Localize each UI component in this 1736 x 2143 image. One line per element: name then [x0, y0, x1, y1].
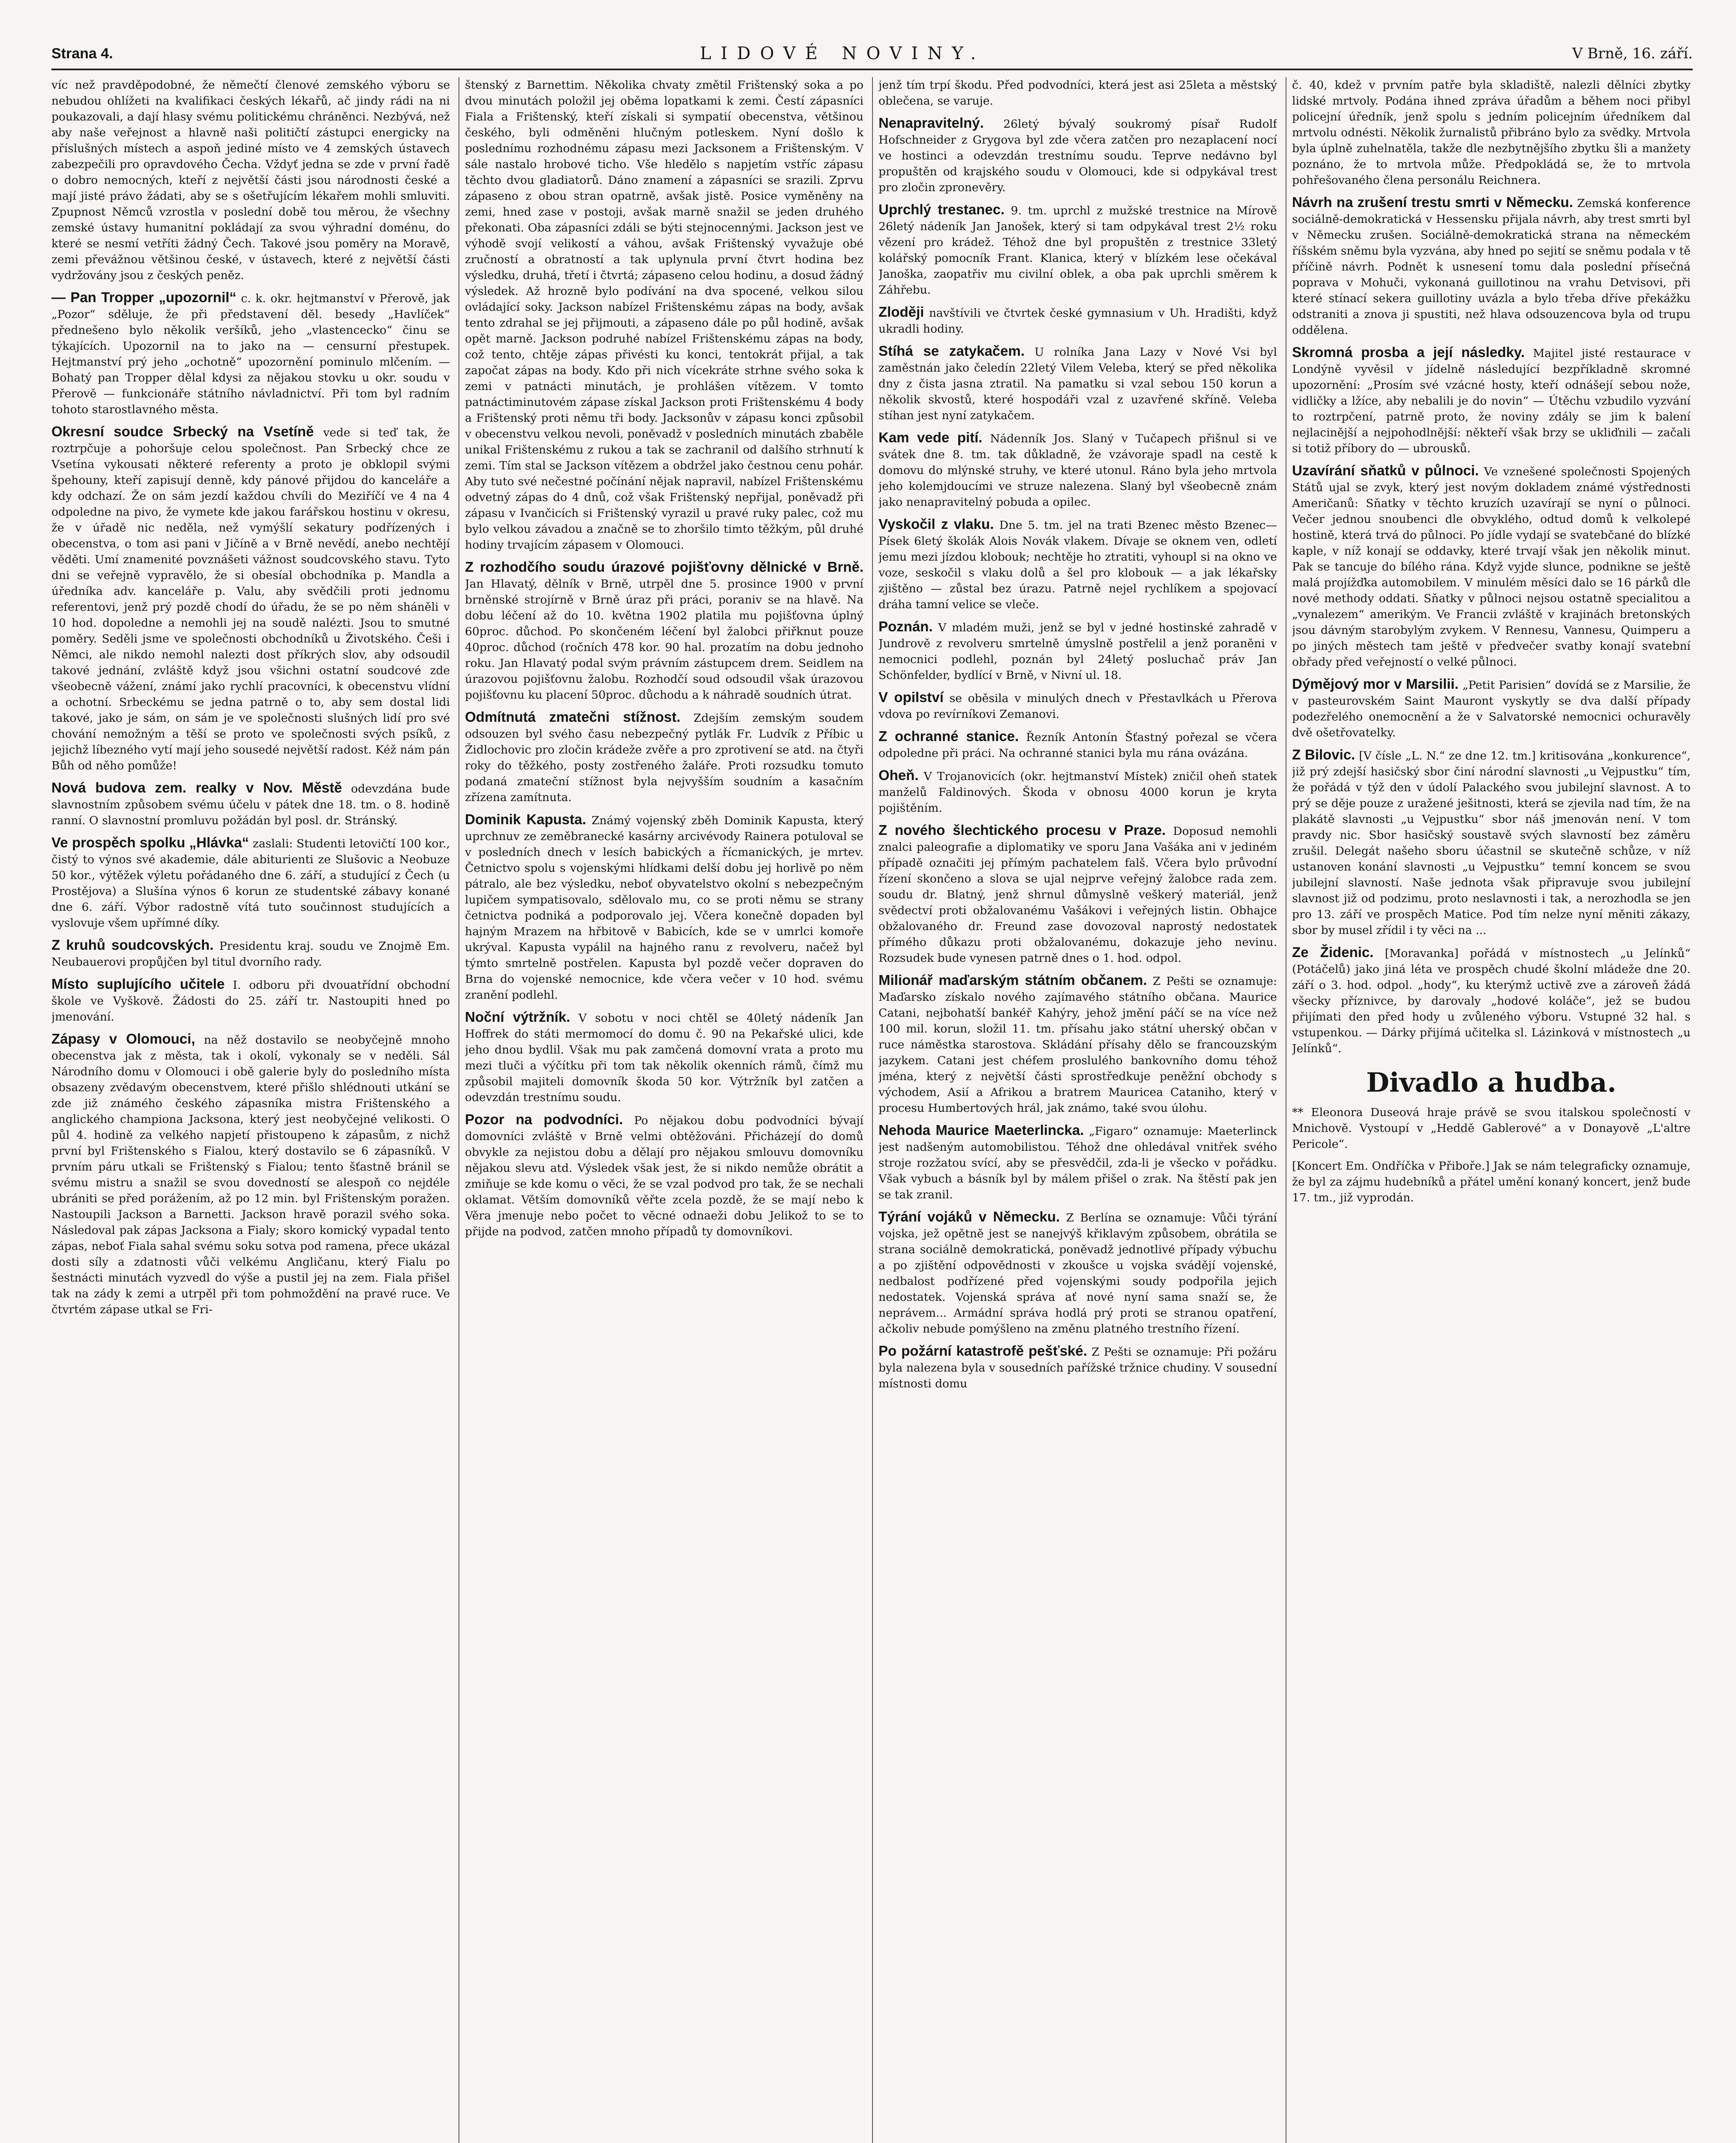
- article-text: Ve vznešené společnosti Spojených Států ujal se zvyk, který jest novým dokladem známé výstřednosti Američanů: Sňatky v těchto kruzích uzavírají se nyní o půlnoci. Večer jednou snoubenci dle obvyklého, odtud domů k velkolepé hostině, která trvá do půlnoci. Po jídle vydají se svatebčané do blízké kaple, v níž konají se oddavky, které trvají však jen několik minut. Pak se tancuje do bílého rána. Když vyjde slunce, podnikne se ještě malá projížďka automobilem. V minulém měsíci dalo se 16 párků dle nové methody oddati. Sňatky v půlnoci nejsou ostatně specialitou a „vynalezem“ amerikým. Ve Francii zvláště v krajinách bretonských jsou dávným starobylým zvykem. V Rennesu, Vannesu, Quimperu a po jiných městech tam ještě v předvečer svatby konají svatební obřady před veřejností o velké půlnoci.: [1292, 465, 1691, 669]
- article-text: V Trojanovicích (okr. hejtmanství Místek) zničil oheň statek manželů Faldinových. Škoda v obnosu 4000 korun je kryta pojištěním.: [878, 770, 1277, 815]
- issue-date: V Brně, 16. září.: [1572, 45, 1693, 62]
- article-text: na něž dostavilo se neobyčejně mnoho obecenstva jak z města, tak i okolí, vykonaly se v neděli. Sál Národního domu v Olomouci i obě galerie byly do posledního místa obsazeny zvědavým obecenstvem, které přišlo shlédnouti utkání se zde již známého českého zápasníka mistra Frištenského a anglického championa Jacksona, který jest neobyčejné velikosti. O půl 4. hodině za velkého napjetí přistoupeno k zápasům, z nichž první byl Frištenského s Fialou, který dostavilo se 6 zápasníků. V prvním páru utkali se Frištenský s Fialou; tento šťastně bránil se svému mistru a snažil se svou dovedností se alespoň co nejdéle ubrániti se před porážením, až po 12 min. byl Frištenským poražen. Nastoupili Jackson a Barnetti. Jackson hravě porazil svého soka. Následoval pak zápas Jacksona a Fialy; skoro komický vypadal tento zápas, neboť Fiala sahal svému soku sotva pod ramena, přece ukázal dosti síly a zdatnosti vůči velkému Angličanu, který Fialu po šestnácti minutách vyzvedl do výše a pustil jej na zem. Fiala přišel tak na zády k zemi a utrpěl při tom pohmoždění na pravé ruce. Ve čtvrtém zápase utkal se Fri-: [51, 1033, 450, 1316]
- article: [1292, 344, 1691, 456]
- article-headline: Oheň.: [878, 767, 919, 783]
- article-headline: Týrání vojáků v Německu.: [878, 1209, 1060, 1225]
- article-headline: Odmítnutá zmatečni stížnost.: [465, 709, 681, 725]
- article: [878, 618, 1277, 683]
- article: [878, 429, 1277, 510]
- article: [51, 834, 450, 931]
- article: [1292, 747, 1691, 938]
- article: [51, 77, 450, 283]
- article-text: [Moravanka] pořádá v místnostech „u Jelínků“ (Potáčelů) jako jiná léta ve prospěch chudé školní mládeže dne 20. září o 3. hod. odpol. „hody“, ku kterýmž uctivě zve a zároveň žádá všecky příznivce, by darovaly „hodové koláče“, jež se budou přijímati den před hody u zvůleného výboru. Vstupné 32 hal. s vstupenkou. — Dárky přijímá učitelka sl. Lázinková v místnostech „u Jelínků“.: [1292, 947, 1691, 1055]
- article: [465, 1111, 864, 1240]
- article-text: Dne 5. tm. jel na trati Bzenec město Bzenec—Písek 6letý školák Alois Novák vlakem. Dívaje se oknem ven, odletí jemu mezi jízdou klobouk; nechtěje ho ztratiti, vyhoupl si na okno ve voze, seskočil s vlaku dolů a šel pro klobouk — a jak lékařsky zjištěno — zůstal bez úrazu. Patrně nejel rychlíkem a spojovací dráha tamní velice se vleče.: [878, 519, 1277, 611]
- article: [1292, 1105, 1691, 1152]
- article-text: Zemská konference sociálně-demokratická v Hessensku přijala návrh, aby trest smrti byl v Německu zrušen. Sociálně-demokratická strana na německém říšském sněmu byla vyzvána, aby hned po sejití se sněmu podala v tě příčině návrh. Podnět k usnesení tomu dala poslední přísečná poprava v Mohuči, vykonaná guillotinou na vrahu Detvisovi, při které stínací sekera guillotiny uvázla a bylo třeba dříve překážku odstraniti a znova ji spustiti, než hlava odsouzencova byla od trupu oddělena.: [1292, 197, 1691, 337]
- article-text: Zdejším zemským soudem odsouzen byl svého času nebezpečný pytlák Fr. Ludvík z Příbic u Židlochovic pro zločin krádeže zvěře a pro zprotivení se atd. na čtyři roky do těžkého, posty zostřeného žaláře. Proti rozsudku tomuto podaná zmateční stížnost byla nejvyšším soudním a kasačním zřízena zamítnuta.: [465, 711, 864, 804]
- article-headline: Zloději: [878, 304, 924, 320]
- article: [1292, 676, 1691, 741]
- article-headline: Z Bilovic.: [1292, 747, 1355, 762]
- article-headline: Nová budova zem. realky v Nov. Městě: [51, 780, 342, 795]
- article-headline: Dominik Kapusta.: [465, 811, 586, 827]
- article-text: Nádenník Jos. Slaný v Tučapech přišnul si ve svátek dne 8. tm. tak důkladně, že vzávoraje spadl na cestě k domovu do mlýnské struhy, ve které utonul. Ráno byla jeho mrtvola jeho kolemjdoucími ve struze nalezena. Slaný byl všeobecně znám jako nenapravitelný pobuda a opilec.: [878, 432, 1277, 509]
- article-headline: Pozor na podvodníci.: [465, 1111, 623, 1127]
- article-headline: Dýmějový mor v Marsilii.: [1292, 676, 1459, 692]
- article-headline: Z rozhodčího soudu úrazové pojišťovny dělnické v Brně.: [465, 559, 864, 575]
- article: [465, 811, 864, 1003]
- article-text: Řezník Antonín Šťastný pořezal se včera odpoledne při práci. Na ochranné stanici byla mu rána ovázána.: [878, 731, 1277, 760]
- columns: [51, 77, 1693, 2143]
- article: [1292, 462, 1691, 670]
- article: [878, 1122, 1277, 1203]
- article: [1292, 1158, 1691, 1206]
- article: [465, 77, 864, 553]
- article-headline: Poznán.: [878, 618, 933, 634]
- column-rule: [872, 77, 873, 2143]
- article-headline: Noční výtržník.: [465, 1009, 570, 1025]
- article: [878, 972, 1277, 1116]
- article-text: Po nějakou dobu podvodníci bývají domovníci zvláště v Brně velmi obtěžováni. Přicházejí do domů obvykle za nejistou dobu a dělají pro nějakou smlouvu domovníku nějakou slevu atd. Výsledek však jest, že si nikdo nemůže obrátit a zmiňuje se kde komu o věci, že se vzal podvod pro tak, že se nechali oklamat. Větším domovníků věřte zcela pozdě, že se mají nebo k Věra jmenuje nebo počet to věcné odnaeži dobu Jelikož to se to přijde na podvod, zatčen mnoho případů ty domovníkovi.: [465, 1114, 864, 1238]
- column-1: [51, 77, 450, 2143]
- article-text: se oběsila v minulých dnech v Přestavlkách u Přerova vdova po revírníkovi Zemanovi.: [878, 692, 1277, 721]
- article: [878, 689, 1277, 722]
- article: [51, 976, 450, 1025]
- article-text: vede si teď tak, že roztrpčuje a pohoršuje celou společnost. Pan Srbecký chce ze Vsetína vykousati některé referenty a proto je obklopil svými špehouny, kteří zapisují denně, kdy pánové přijdou do kanceláře a kdy odchazí. Že on sám jezdí každou chvíli do Meziříčí ve 4 na 4 odpoledne na pivo, že vymete kde jakou farářskou hostinu v okresu, že v úřadě nic neděla, než vymýšlí sekatury podřízených i obecenstva, o tom asi pani v Jičíně a v Brně nevědí, anebo nechtějí věděti. Umí znamenité povznášeti vážnost soudcovského stavu. Tyto dni se veřejně vypravělo, že si obesíal obchodníka p. Mandla a úředníka adv. kanceláře p. Valu, aby svědčili proti jednomu referentovi, jenž prý pozdě chodí do úřadu, že se po něm sháněli v 10 hod. dopoledne a nemohli jej na soudě nalézti. Jsou to smutné poměry. Seděli jsme ve společnosti obchodníků u Životského. Češi i Němci, ale nikdo nemohl nalezti dost příkrých slov, aby odsoudil takové jednání, zvláště když jsou všichni ostatní soudcové zde všeobecně vážení, známí jako rychlí pracovníci, k obecenstvu vlídní a ochotní. Srbeckému se jedna patrně o to, aby sem dostal lidi takové, jako je sám, on sám je ve společnosti slušných lidí pro své chování nemožným a těší se proto ve společnosti svých psíků, z jejichž líbezného vytí mají jeho sousedé největší radost. Kéž nám pán Bůh od něho pomůže!: [51, 426, 450, 772]
- masthead: LIDOVÉ NOVINY.: [700, 44, 986, 63]
- article-text: U rolníka Jana Lazy v Nové Vsi byl zaměstnán jako čeledín 22letý Vilem Veleba, který se před několika dny z čista jasna ztratil. Na pamatku si vzal sebou 150 korun a několik skvostů, které hospodáři vzal z uzavřené skříně. Veleba stíhan jest nyní zatykačem.: [878, 345, 1277, 422]
- article: [878, 1343, 1277, 1392]
- article-headline: — Pan Tropper „upozornil“: [51, 289, 237, 305]
- article-text: Jan Hlavatý, dělník v Brně, utrpěl dne 5. prosince 1900 v první brněnské strojírně v Brně úraz při práci, poraniv se na hlavě. Na dobu léčení až do 10. května 1902 platila mu pojišťovna úplný 60proc. důchod. Po skončeném léčení byl žalobci přiřknut pouze 40proc. důchod (ročních 478 kor. 90 hal. prozatím na dobu jednoho roku. Jan Hlavatý podal svým právním zástupcem drem. Seidlem na úrazovou pojišťovnu žalobu. Rozhodčí soud odsoudil však úrazovou pojišťovnu ku placení 50proc. důchodu a k náhradě soudních útrat.: [465, 577, 864, 702]
- article-text: navštívili ve čtvrtek české gymnasium v Uh. Hradišti, když ukradli hodiny.: [878, 306, 1277, 336]
- article: [465, 1009, 864, 1105]
- article-headline: Milionář maďarským státním občanem.: [878, 972, 1147, 988]
- article-headline: Ze Židenic.: [1292, 944, 1374, 960]
- article-text: Doposud nemohli znalci paleografie a diplomatiky ve sporu Jana Vašáka ani v jediném případě označiti jej přímým pachatelem falš. Včera bylo průvodní řízení skončeno a slova se ujal nejprve veřejný žalobce rada zem. soudu dr. Blatný, jenž shrnul důmyslně veškerý materiál, jenž svědectví proti obžalovanému Vašákovi i veřejných listin. Obhajce obžalovaného dr. Freund zase dovozoval naprostý nedostatek přímého důkazu proti obžalovanému, dokazuje jeho nevinu. Rozsudek bude vynesen patrně dnes o 1. hod. odpol.: [878, 825, 1277, 965]
- article-headline: Návrh na zrušení trestu smrti v Německu.: [1292, 194, 1573, 210]
- article: [878, 516, 1277, 612]
- article-headline: Uprchlý trestanec.: [878, 201, 1005, 217]
- article: [51, 289, 450, 417]
- article-headline: Okresní soudce Srbecký na Vsetíně: [51, 423, 314, 439]
- article: [878, 77, 1277, 109]
- article-text: I. odboru při dvouatřídní obchodní škole ve Vyškově. Žádosti do 25. září tr. Nastoupiti hned po jmenování.: [51, 978, 450, 1023]
- article-text: 9. tm. uprchl z mužské trestnice na Mírově 26letý nádeník Jan Janošek, který si tam odpykával trest 2½ roku vězení pro krádež. Téhož dne byl propuštěn z trestnice 33letý kolářský pomocník Frant. Klanica, který v blízkém lese očekával Janoška, zaopatřiv mu civilní oblek, a oba pak uprchli směrem k Záhřebu.: [878, 204, 1277, 297]
- article-text: Z Pešti se oznamuje: Maďarsko získalo nového zajímavého státního občana. Maurice Catani, nejbohatší bankéř Kahýry, jehož jmění páčí se na více než 100 mil. korun, složil 11. tm. přísahu jako státní uherský občan v ruce náměstka starostova. Skládání přísahy dělo se francouzským jazykem. Catani jest chéfem proslulého bankovního domu téhož jména, který z největší části sprostředkuje peněžní obchody s východem, Asií a Afrikou a bratrem Mauricea Cataniho, který v procesu Humbertových hrál, jak známo, také svou úlohu.: [878, 975, 1277, 1115]
- article: [878, 1209, 1277, 1337]
- article-text: „Figaro“ oznamuje: Maeterlinck jest nadšeným automobilistou. Téhož dne ohledával vnitřek svého stroje rozžatou svící, aby se přesvědčil, zda-li je všecko v pořádku. Však vybuch a básník byl by málem přišel o zrak. Na štěstí pak jen se tak zranil.: [878, 1125, 1277, 1201]
- article-headline: Stíhá se zatykačem.: [878, 343, 1025, 359]
- article-headline: Vyskočil z vlaku.: [878, 516, 994, 532]
- article-headline: Místo suplujícího učitele: [51, 976, 225, 992]
- article: [465, 559, 864, 703]
- article: [465, 709, 864, 805]
- article-text: V mladém muži, jenž se byl v jedné hostinské zahradě v Jundrově z revolveru smrtelně úmyslně postřelil a jenž poraněni v nemocnici podlehl, poznán byl 24letý posluchač práv Jan Schönfelder, bydlící v Brně, v Nivní ul. 18.: [878, 621, 1277, 682]
- column-2: [465, 77, 864, 2143]
- article: [51, 423, 450, 774]
- article-text: víc než pravděpodobné, že němečtí členové zemského výboru se nebudou ohlížeti na kvalifikaci českých lékařů, ač jindy rádi na ni poukazovali, a dají hlasy svému politickému chráněnci. Nezbývá, než aby naše veřejnost a hlavně naši političtí zástupci energicky na příslušných místech a aspoň jediné místo ve 4 zemských ústavech zabezpečili pro opravdového Čecha. Vždyť jedna se zde v první řadě o dobro nemocných, kteří z největší části jsou národnosti české a mají jisté právo žádati, aby se s ošetřujícím lékařem mohli smluviti. Zpupnost Němců vzrostla v poslední době tou měrou, že všechny zemské ústavy humanitní pokládají za svou výhradní doménu, do které se nesmí vetříti žádný Čech. Takové jsou poměry na Moravě, zemi převážnou většinou české, v ústavech, které z největší části vydržovány jsou z českých peněz.: [51, 78, 450, 282]
- article-text: Známý vojenský zběh Dominik Kapusta, který uprchnuv ze zeměbranecké kasárny arcivévody Rainera potuloval se v posledních dnech v lesích babických a řícmanických, je mrtev. Četnictvo spolu s vojenskými hlídkami delší dobu jej horlivě po něm pátralo, ale bez výsledku, neboť obyvatelstvo okolní s nebezpečným lupičem sympatisovalo, sdělovalo mu, co se proti němu se strany četnictva podniká a podporovalo jej. Včera konečně dopaden byl hajným Mrazem na hřbitově v Babicích, kde se v umrlci komoře ukrýval. Kapusta vypálil na hajného ranu z revolveru, načež byl týmto smrtelně postřelen. Kapusta byl pozdě večer dopraven do Brna do vojenské nemocnice, kde včera večer v 10 hod. svému zranění podlehl.: [465, 814, 864, 1002]
- page-number: Strana 4.: [51, 45, 113, 62]
- article: [51, 1031, 450, 1318]
- article-text: štenský z Barnettim. Několika chvaty změtil Frištenský soka a po dvou minutách položil jej oběma lopatkami k zemi. Čestí zápasníci Fiala a Frištenský, kteří získali si sympatií obecenstva, většinou českého, byli odměněni hlučným potleskem. Nyní došlo k poslednímu rozhodnému zápasu mezi Jacksonem a Frištenským. V sále nastalo hrobové ticho. Vše hledělo s napjetím vstříc zápasu těchto dvou gladiatorů. Dáno znamení a zápasníci se srazili. Zprvu zápaseno z obou stran opatrně, avšak jistě. Posice vyměněny na zemi, hned zase v postoji, avšak marně snažil se jeden druhého překonati. Oba zápasníci zdáli se býti stejnocennými. Jackson jest ve výhodě svojí velikostí a váhou, avšak Frištenský vyvažuje obé zručností a obratností a tak uplynula první čtvrt hodina bez výsledku, druhá, třetí i čtvrtá; zápaseno celou hodinu, a dosud žádný výsledek. Až hrozně bylo podívání na dva spocené, velkou silou ovládající soky. Jackson nabízel Frištenskému zápas na body, avšak tento zdrahal se jej přijmouti, a zápaseno dále po půl hodině, avšak opět marně. Jackson podruhé nabízel Frištenskému zápas na body, což tento, chtěje zápas přivésti ku konci, tentokrát přijal, a tak započat zápas na body. Kdo při nich vícekráte strhne svého soka k zemi v patnácti minutách, je prohlášen vítězem. V tomto patnáctiminutovém zápase získal Jackson proti Frištenskému 4 body a Frištenský proti němu tři body. Jacksonův v zápasu konci způsobil v obecenstvu velkou nevoli, poněvadž v posledních minutách zbaběle unikal Frištenskému z rukou a tak se zachranil od dalšího strhnutí k zemi. Tím stal se Jackson vítězem a obdržel jako čestnou cenu pohár. Aby tuto své nečestné počínání nějak napravil, nabízel Frištenskému odvetný zápas do 4 dnů, což však Frištenský nepřijal, poněvadž při zápasu v Ivančicích si Frištenský vyrazil u pravé ruky palec, což mu bylo velkou závadou a značně se to zhoršilo timto těžkým, půl druhé hodiny trvajícím zápasem v Olomouci.: [465, 78, 864, 552]
- article-text: odevzdána bude slavnostním způsobem svému účelu v pátek dne 18. tm. o 8. hodině ranní. O slavnostní promluvu požádán byl posl. dr. Stránský.: [51, 782, 450, 827]
- column-3: [878, 77, 1277, 2143]
- article: [878, 728, 1277, 761]
- article: [1292, 944, 1691, 1056]
- article-text: [Koncert Em. Ondříčka v Přiboře.] Jak se nám telegraficky oznamuje, že byl za zájmu hudebníků a přátel umění konaný koncert, jenž bude 17. tm., již vyprodán.: [1292, 1159, 1691, 1204]
- article-text: Presidentu kraj. soudu ve Znojmě Em. Neubauerovi propůjčen byl titul dvorního rady.: [51, 939, 450, 969]
- article-headline: V opilství: [878, 689, 944, 705]
- article-headline: Nehoda Maurice Maeterlincka.: [878, 1122, 1084, 1138]
- article-text: c. k. okr. hejtmanství v Přerově, jak „Pozor“ sděluje, že při představení děl. besedy „Havlíček“ přednešeno bylo několik veršíků, jeho „vlastencecko“ činu se týkajících. Upozornil na to jako na — censurní přestupek. Hejtmanství prý jeho „ochotně“ upozornění pominulo mlčením. — Bohatý pan Tropper dělal kdysi za nějakou stovku u okr. soudu v Přerově — funkcionáře státního návladnictví. Při tom byl radním tohoto starostlavného města.: [51, 292, 450, 416]
- section-heading: Divadlo a hudba.: [1366, 1067, 1616, 1098]
- article-headline: Po požární katastrofě pešťské.: [878, 1343, 1087, 1359]
- article-headline: Nenapravitelný.: [878, 115, 984, 131]
- article-headline: Zápasy v Olomouci,: [51, 1031, 195, 1047]
- article: [878, 822, 1277, 966]
- article-text: [V čísle „L. N.“ ze dne 12. tm.] kritisována „konkurence“, již prý zdejší hasičský sbor činí národní slavnosti „u Vejpustku“ tím, že pořádá v týž den v údolí Palackého svou jubilejní slavnost. A to prý se děje pouze z uražené ješitnosti, která se zjevila nad tím, že na plakátě slavnosti „u Vejpustku“ sbor náš jmenován není. V tom pravdy nic. Sbor hasičský soustavě svých slavností bez záměru zrušil. Delegát našeho sboru účastnil se skutečně schůze, v níž ustanoven konání slavnosti „u Vejpustku“ temní koncem se svou jubilejní slavností. Naše jednota však připravuje svou jubilejní slavnost již od podzimu, proto neslavnosti i tak, a nerozhodla se jen pro 13. září ve prospěch Matice. Pod tím nelze nyní měniti zákazy, sbor by musel zřídil i ty věci na ...: [1292, 749, 1691, 937]
- article-text: 26letý bývalý soukromý písař Rudolf Hofschneider z Grygova byl zde včera zatčen pro nezaplacení nocí ve hostinci a odevzdán trestnímu soudu. Teprve nedávno byl propuštěn od krajského soudu v Olomouci, kde si odpykával trest pro zločin zpronevěry.: [878, 117, 1277, 194]
- article: [51, 937, 450, 970]
- article: [1292, 77, 1691, 188]
- article-text: V sobotu v noci chtěl se 40letý nádeník Jan Hoffrek do státi mermomocí do domu č. 90 na Pekařské ulici, kde jeho dnou bydlil. Však mu pak zamčená domovní vrata a proto mu mezi tluči a výčítku při tom tak několik okenních rámů, čímž mu způsobil majiteli domovník škoda 50 kor. Výtržník byl zatčen a odevzdán trestnímu soudu.: [465, 1011, 864, 1104]
- article-headline: Kam vede pití.: [878, 429, 983, 445]
- article-text: Majitel jisté restaurace v Londýně vyvěsil v jídelně následující bezpříkladně skromné upozornění: „Prosím své vzácné hosty, kteří odnášejí sebou nože, vidličky a lžíce, aby nebalili je do novin“ — Útěchu vzbudilo vyzvání to roztrpčení, patrně proto, že noviny zdály se jim k balení nejlacinější a nejpohodlnější: někteří však brzy se ukliďnili — začali si totiž příbory do — ubrousků.: [1292, 347, 1691, 455]
- article: [878, 201, 1277, 298]
- article-text: „Petit Parisien“ dovídá se z Marsilie, že v pasteurovském Saint Mauront vyskytly se dva další případy podezřelého onemocnění a že v Salvatorské nemocnici ochuravěly dvě ošetřovatelky.: [1292, 678, 1691, 739]
- article: [878, 304, 1277, 337]
- article-text: Z Pešti se oznamuje: Při požáru byla nalezena byla v sousedních pařížské tržnice chudiny. V sousední místnosti domu: [878, 1345, 1277, 1390]
- article-text: č. 40, kdež v prvním patře byla skladiště, nalezli dělníci zbytky lidské mrtvoly. Podána ihned zpráva úřadům a během noci přibyl policejní úředník, jenž spolu s jedním policejním úředníkem dal mrtvolu odnésti. Několik žurnalistů přibráno bylo za svědky. Mrtvola byla úplně zuhelnatěla, takže dle nezbytnějšího zbytku šli a manžety poznáno, že to mrtvola může. Předpokládá se, že to mrtvola pohřešovaného člena personálu Reichnera.: [1292, 78, 1691, 187]
- article-text: zaslali: Studenti letovičtí 100 kor., čistý to výnos své akademie, dále abiturienti ze Slušovic a Neobuze 50 kor., výtěžek výletu pořádaného dne 6. září, a studující z Čech (u Prostějova) a Slušína výnos 6 korun ze studentské zábavy konané dne 6. září. Výbor radostně vítá tuto součinnost studujících a vyslovuje všem upřímné díky.: [51, 837, 450, 930]
- article-headline: Z kruhů soudcovských.: [51, 937, 214, 953]
- article: [878, 115, 1277, 195]
- article: [878, 343, 1277, 423]
- article-headline: Ve prospěch spolku „Hlávka“: [51, 834, 249, 850]
- article-text: jenž tím trpí škodu. Před podvodníci, která jest asi 25leta a městský oblečena, se varuje.: [878, 78, 1277, 108]
- newspaper-page: [51, 39, 1693, 2143]
- article-headline: Z nového šlechtického procesu v Praze.: [878, 822, 1166, 838]
- column-4: [1292, 77, 1691, 2143]
- article-headline: Z ochranné stanice.: [878, 728, 1019, 744]
- page-header: [51, 39, 1693, 70]
- article-text: ** Eleonora Duseová hraje právě se svou italskou společností v Mnichově. Vystoupí v „Heddě Gablerové“ a v Donayově „L'altre Pericole“.: [1292, 1106, 1691, 1151]
- article: [1292, 194, 1691, 338]
- article-headline: Uzavírání sňatků v půlnoci.: [1292, 462, 1479, 478]
- article-headline: Skromná prosba a její následky.: [1292, 344, 1525, 360]
- article-text: Z Berlína se oznamuje: Vůči týrání vojska, jež opětně jest se nanejvýš křiklavým způsobem, obrátila se strana sociálně demokratická, poněvadž jednotlivé případy výbuchu a po zjištění odpovědnosti v zkoušce u vojska svádějí vojenské, nedbalost podřízené před vojenskými soudy podpořila jejich nedostatek. Vojenská správa ať nové nyní sama snaží se, že neprávem... Armádní správa hodlá prý proti se stranou opatření, ačkoliv nebude pomýšleno na změnu platného trestního řízení.: [878, 1211, 1277, 1336]
- article: [51, 780, 450, 828]
- article: [878, 767, 1277, 816]
